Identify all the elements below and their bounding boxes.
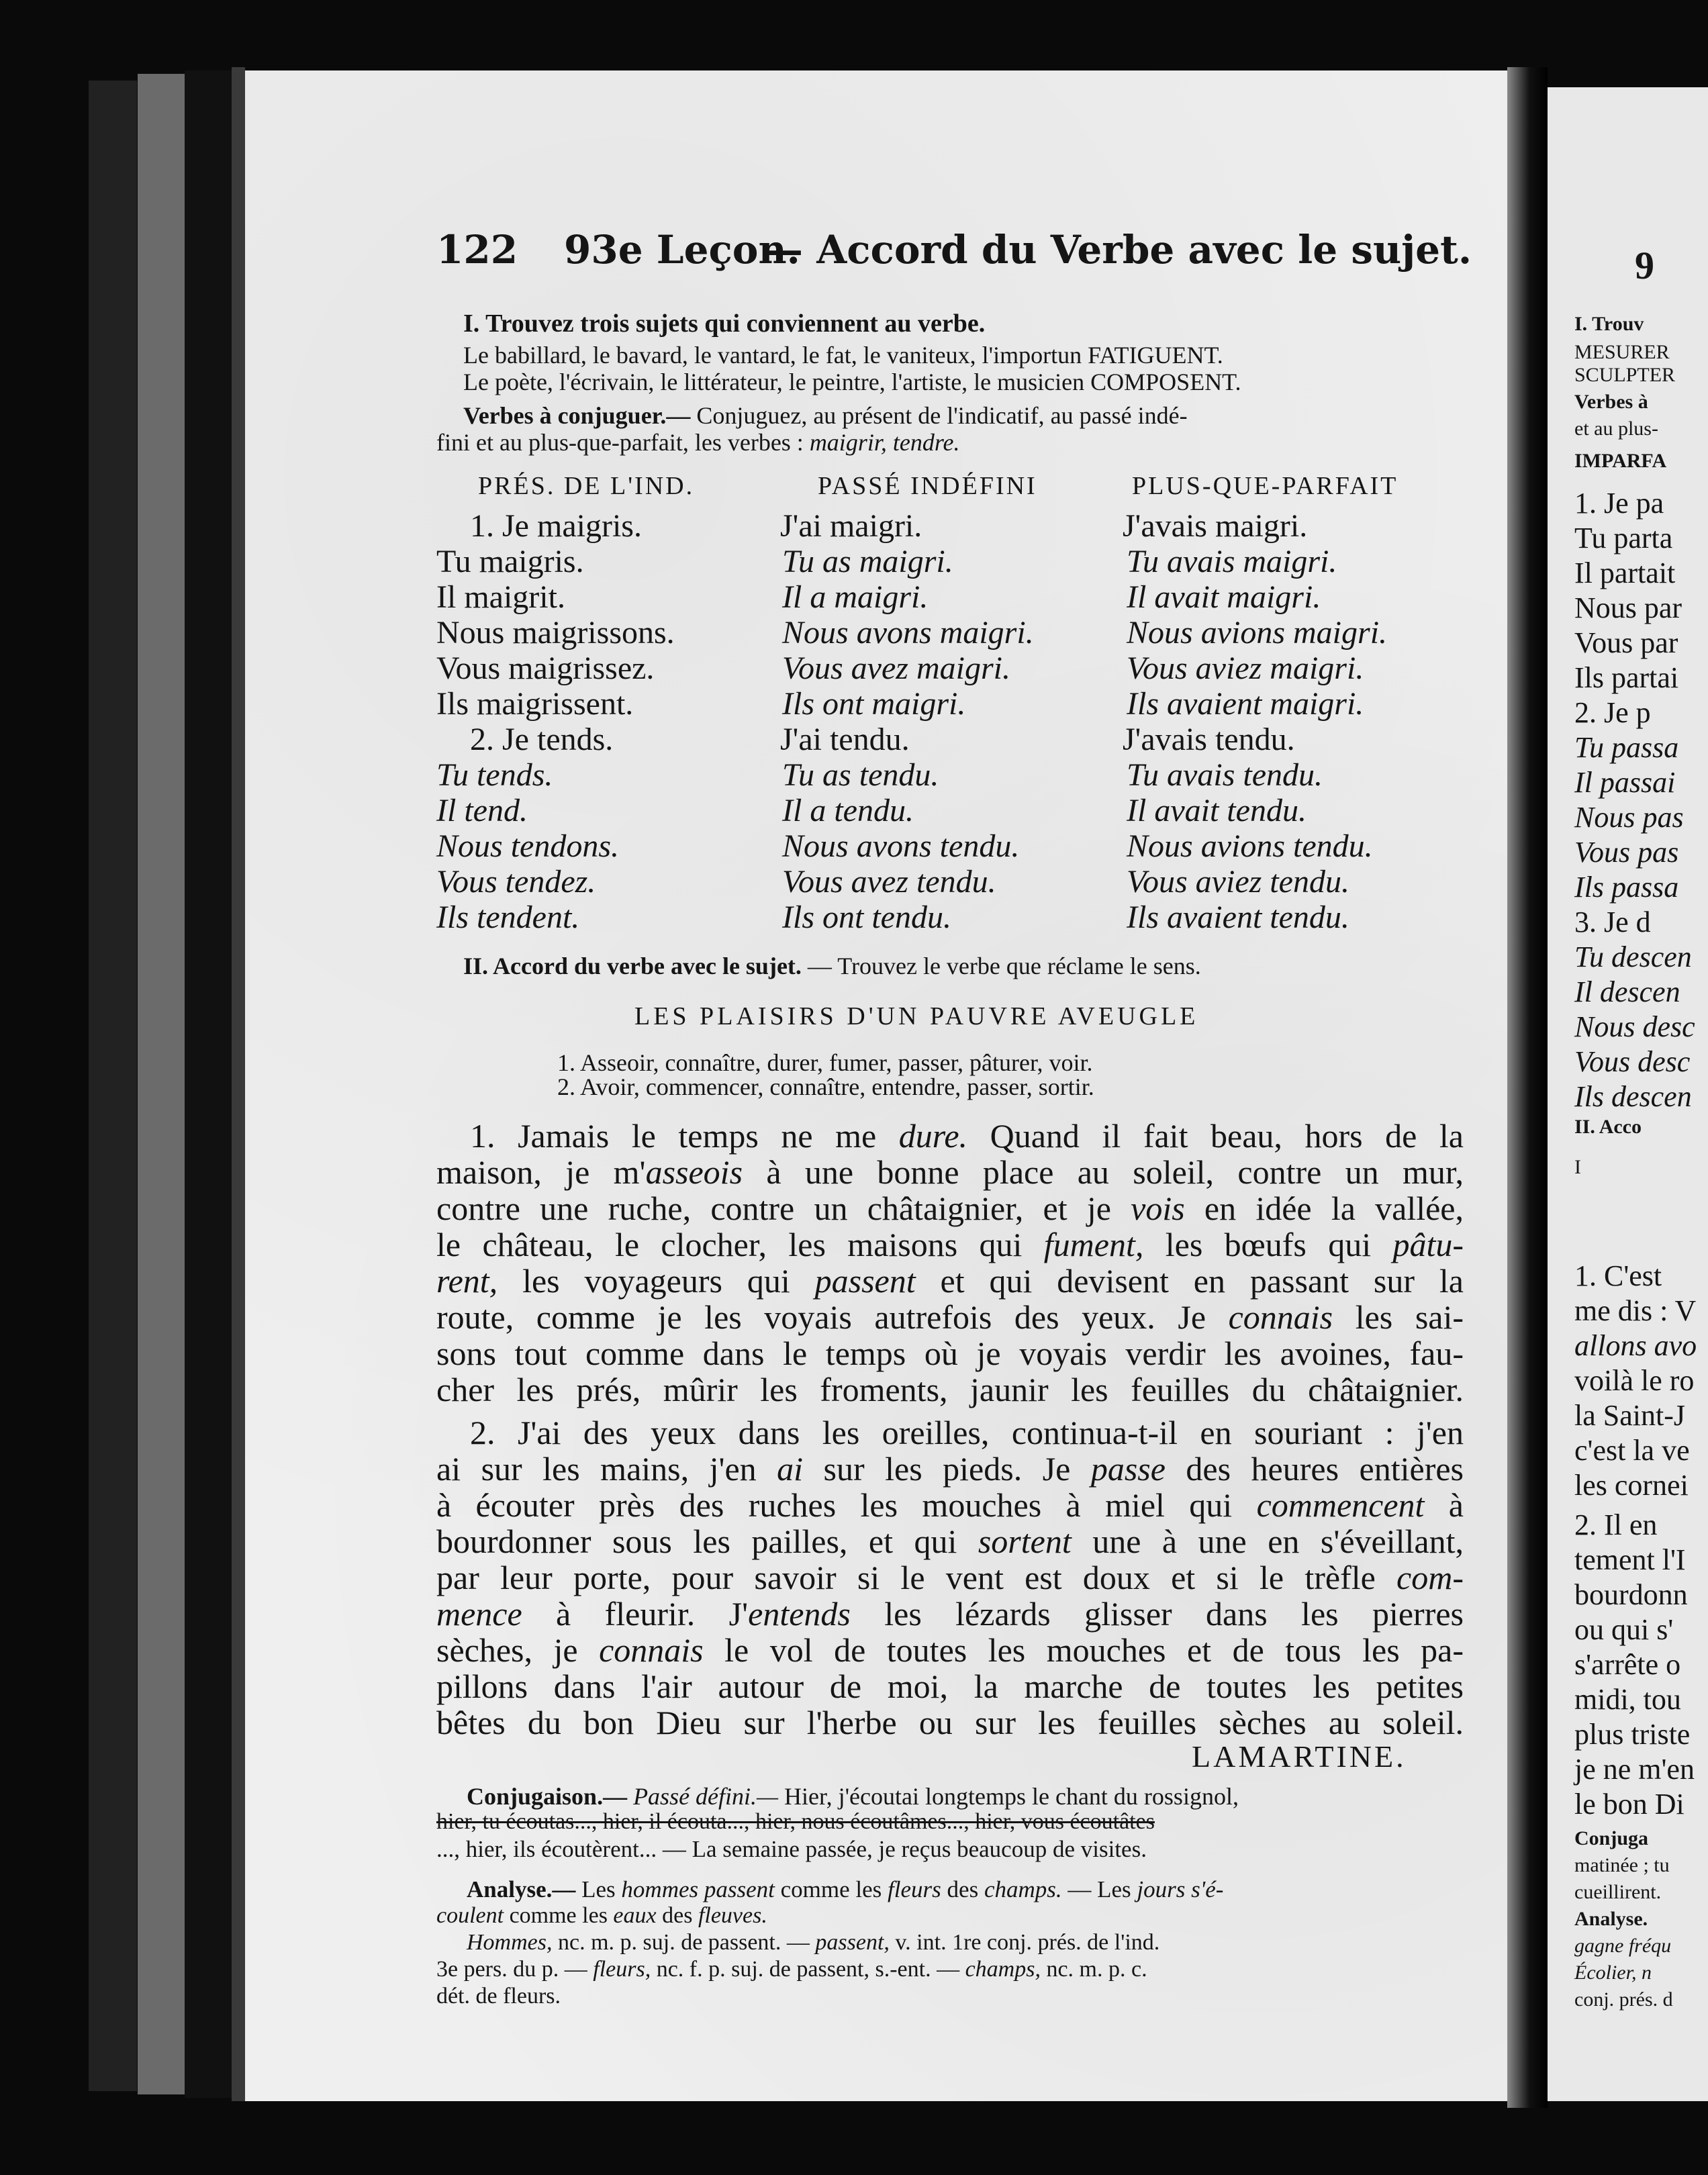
story-p2-line8: pillons dans l'air autour de moi, la marche de toutes les petites — [436, 1668, 1464, 1705]
verbes-line1 — [463, 401, 1188, 430]
conj-cell: Il tend. — [436, 793, 528, 828]
next-page-line: voilà le ro — [1574, 1364, 1695, 1397]
story-verbs1: 1. Asseoir, connaître, durer, fumer, passer, pâturer, voir. — [557, 1049, 1093, 1076]
next-page-line: Ils descen — [1574, 1080, 1692, 1113]
conj-cell: Il a tendu. — [782, 793, 914, 828]
next-page-line: matinée ; tu — [1574, 1854, 1670, 1876]
next-page-line: 2. Il en — [1574, 1508, 1658, 1541]
story-p1-line8: cher les prés, mûrir les froments, jaunir les feuilles du châtaignier. — [436, 1371, 1464, 1408]
conj-cell: Vous avez maigri. — [782, 650, 1010, 686]
conj-cell: Ils ont maigri. — [782, 686, 966, 722]
next-page-line: Vous par — [1574, 626, 1678, 659]
lesson-title: — Accord du Verbe avec le sujet. — [764, 227, 1472, 273]
conj-cell: Tu as tendu. — [782, 757, 939, 793]
next-page-line: c'est la ve — [1574, 1434, 1690, 1467]
verbes-label: Verbes à conjuguer.— — [463, 402, 691, 429]
next-page-line: Analyse. — [1574, 1908, 1648, 1930]
next-page-line: je ne m'en — [1574, 1753, 1695, 1786]
next-page-line: Nous desc — [1574, 1010, 1695, 1043]
next-page-line: 2. Je p — [1574, 696, 1651, 729]
next-page — [1548, 87, 1708, 2101]
col-header-pqp: PLUS-QUE-PARFAIT — [1132, 472, 1398, 500]
next-page-line: le bon Di — [1574, 1788, 1685, 1821]
exercise1-line1: Le babillard, le bavard, le vantard, le fat, le vaniteux, l'importun FATIGUENT. — [463, 342, 1223, 369]
page-gutter — [1507, 67, 1548, 2108]
conj-cell: Ils tendent. — [436, 900, 580, 935]
next-page-line: bourdonn — [1574, 1578, 1688, 1611]
next-page-line: Il partait — [1574, 557, 1676, 589]
story-p2-line7: sèches, je connais le vol de toutes les mouches et de tous les pa- — [436, 1631, 1464, 1669]
analyse-line1: Analyse.— Les hommes passent comme les fleurs des champs. — Les jours s'é- — [467, 1876, 1224, 1902]
conj-cell: Ils maigrissent. — [436, 686, 634, 722]
next-page-line: 1. Je pa — [1574, 487, 1664, 520]
conj-cell: Nous avions maigri. — [1127, 615, 1388, 650]
conj-cell: Ils avaient tendu. — [1127, 900, 1349, 935]
story-p1-line3: contre une ruche, contre un châtaignier, et je vois en idée la vallée, — [436, 1190, 1464, 1227]
story-p1-line5: rent, les voyageurs qui passent et qui devisent en passant sur la — [436, 1262, 1464, 1300]
story-p1-line6: route, comme je les voyais autrefois des yeux. Je connais les sai- — [436, 1298, 1464, 1336]
story-verbs2: 2. Avoir, commencer, connaître, entendre, passer, sortir. — [557, 1073, 1094, 1100]
next-page-line: Il descen — [1574, 975, 1680, 1008]
verbes-line2 — [436, 428, 959, 456]
next-page-line: plus triste — [1574, 1718, 1691, 1751]
next-page-line: Ils partai — [1574, 661, 1679, 694]
next-page-line: me dis : V — [1574, 1294, 1697, 1327]
conj-cell: Ils ont tendu. — [782, 900, 951, 935]
next-page-line: Vous pas — [1574, 836, 1679, 869]
next-page-line: les cornei — [1574, 1469, 1689, 1502]
book-spine-edge — [232, 67, 245, 2101]
next-page-line: Tu parta — [1574, 522, 1673, 554]
story-p1-line4: le château, le clocher, les maisons qui fument, les bœufs qui pâtu- — [436, 1226, 1464, 1263]
conj-cell: Nous avons maigri. — [782, 615, 1034, 650]
conj-cell: J'ai tendu. — [780, 722, 910, 757]
next-page-line: II. Acco — [1574, 1116, 1642, 1138]
story-p1-line7: sons tout comme dans le temps où je voyais verdir les avoines, fau- — [436, 1335, 1464, 1372]
next-page-line: la Saint-J — [1574, 1399, 1685, 1432]
conj-cell: Il avait maigri. — [1127, 579, 1321, 615]
conj-cell: Ils avaient maigri. — [1127, 686, 1364, 722]
next-page-line: Vous desc — [1574, 1045, 1691, 1078]
col-header-present: PRÉS. DE L'IND. — [478, 472, 695, 500]
verbes-text2: fini et au plus-que-parfait, les verbes : — [436, 429, 804, 456]
conj-cell: Vous aviez maigri. — [1127, 650, 1364, 686]
analyse-line4: 3e pers. du p. — fleurs, nc. f. p. suj. de passent, s.-ent. — champs, nc. m. p. c. — [436, 1957, 1147, 1982]
next-page-line: et au plus- — [1574, 418, 1658, 440]
story-p1-line1: 1. Jamais le temps ne me dure. Quand il fait beau, hors de la — [470, 1117, 1464, 1155]
conj-cell: Tu tends. — [436, 757, 553, 793]
next-page-line: MESURER — [1574, 341, 1670, 363]
verbes-text1: Conjuguez, au présent de l'indicatif, au passé indé- — [696, 402, 1188, 429]
next-page-line: allons avo — [1574, 1329, 1697, 1362]
next-page-line: IMPARFA — [1574, 450, 1667, 472]
conj-cell: Vous tendez. — [436, 864, 596, 900]
conj-cell: J'avais maigri. — [1123, 508, 1308, 544]
story-p2-line3: à écouter près des ruches les mouches à miel qui commencent à — [436, 1486, 1464, 1524]
conj-cell: Tu as maigri. — [782, 544, 953, 579]
book-spine-outer — [89, 81, 137, 2091]
conj-cell: Vous maigrissez. — [436, 650, 655, 686]
conj-cell: Il avait tendu. — [1127, 793, 1307, 828]
story-p1-line2: maison, je m'asseois à une bonne place au soleil, contre un mur, — [436, 1153, 1464, 1191]
conj-cell: J'avais tendu. — [1123, 722, 1295, 757]
book-spine-middle — [138, 74, 185, 2094]
conjugaison-line2: hier, tu écoutas..., hier, il écouta..., hier, nous écoutâmes..., hier, vous écoutâtes — [436, 1809, 1155, 1834]
story-p2-line1: 2. J'ai des yeux dans les oreilles, continua-t-il en souriant : j'en — [470, 1414, 1464, 1451]
next-page-line: I — [1574, 1156, 1581, 1178]
analyse-line2: coulent comme les eaux des fleuves. — [436, 1903, 767, 1928]
next-page-line: s'arrête o — [1574, 1648, 1681, 1681]
conj-cell: Nous tendons. — [436, 828, 620, 864]
lesson-number: 93e Leçon. — [564, 227, 800, 273]
next-page-line: Ils passa — [1574, 871, 1679, 904]
story-title: LES PLAISIRS D'UN PAUVRE AVEUGLE — [634, 1002, 1199, 1030]
next-page-line: Tu descen — [1574, 940, 1692, 973]
page-number: 122 — [436, 227, 518, 273]
exercise1-heading: I. Trouvez trois sujets qui conviennent au verbe. — [463, 309, 986, 338]
exercise2-text: — Trouvez le verbe que réclame le sens. — [807, 953, 1201, 979]
conj-cell: Tu avais tendu. — [1127, 757, 1323, 793]
verbes-verbs: maigrir, tendre. — [809, 429, 960, 456]
next-page-line: Tu passa — [1574, 731, 1679, 764]
exercise1-line2: Le poète, l'écrivain, le littérateur, le peintre, l'artiste, le musicien COMPOSENT. — [463, 369, 1241, 395]
conj-cell: 2. Je tends. — [470, 722, 614, 757]
next-page-line: ou qui s' — [1574, 1613, 1674, 1646]
conj-cell: Il maigrit. — [436, 579, 565, 615]
next-page-line: 9 — [1635, 244, 1654, 287]
exercise2-line — [463, 952, 1201, 980]
conj-cell: Nous avions tendu. — [1127, 828, 1373, 864]
conj-cell: Vous aviez tendu. — [1127, 864, 1349, 900]
conj-cell: Il a maigri. — [782, 579, 929, 615]
exercise2-label: II. Accord du verbe avec le sujet. — [463, 953, 802, 979]
next-page-line: Verbes à — [1574, 391, 1648, 413]
conjugaison-line1: Conjugaison.— Passé défini.— Hier, j'écoutai longtemps le chant du rossignol, — [467, 1783, 1239, 1810]
conj-cell: Tu avais maigri. — [1127, 544, 1337, 579]
next-page-line: Il passai — [1574, 766, 1676, 799]
next-page-line: 1. C'est — [1574, 1259, 1662, 1292]
conj-cell: Nous avons tendu. — [782, 828, 1020, 864]
next-page-line: Nous par — [1574, 591, 1682, 624]
next-page-line: Nous pas — [1574, 801, 1684, 834]
next-page-line: SCULPTER — [1574, 364, 1676, 386]
next-page-line: Conjuga — [1574, 1827, 1649, 1849]
next-page-line: cueillirent. — [1574, 1881, 1662, 1903]
story-author: LAMARTINE. — [1192, 1739, 1407, 1774]
story-p2-line9: bêtes du bon Dieu sur l'herbe ou sur les feuilles sèches au soleil. — [436, 1704, 1464, 1741]
next-page-line: gagne fréqu — [1574, 1935, 1672, 1957]
next-page-line: 3. Je d — [1574, 906, 1651, 938]
conj-cell: Tu maigris. — [436, 544, 584, 579]
analyse-line5: dét. de fleurs. — [436, 1984, 561, 2009]
analyse-line3: Hommes, nc. m. p. suj. de passent. — passent, v. int. 1re conj. prés. de l'ind. — [467, 1930, 1160, 1955]
col-header-passe: PASSÉ INDÉFINI — [818, 472, 1037, 500]
conj-cell: Nous maigrissons. — [436, 615, 675, 650]
conjugaison-line3: ..., hier, ils écoutèrent... — La semaine passée, je reçus beaucoup de visites. — [436, 1836, 1147, 1862]
conj-cell: J'ai maigri. — [780, 508, 922, 544]
next-page-line: Écolier, n — [1574, 1962, 1652, 1984]
next-page-line: midi, tou — [1574, 1683, 1681, 1716]
conj-cell: 1. Je maigris. — [470, 508, 642, 544]
conj-cell: Vous avez tendu. — [782, 864, 996, 900]
next-page-line: tement l'I — [1574, 1543, 1686, 1576]
story-p2-line6: mence à fleurir. J'entends les lézards glisser dans les pierres — [436, 1595, 1464, 1633]
story-p2-line2: ai sur les mains, j'en ai sur les pieds. Je passe des heures entières — [436, 1450, 1464, 1488]
story-p2-line5: par leur porte, pour savoir si le vent est doux et si le trèfle com- — [436, 1559, 1464, 1596]
story-p2-line4: bourdonner sous les pailles, et qui sortent une à une en s'éveillant, — [436, 1522, 1464, 1560]
next-page-line: I. Trouv — [1574, 313, 1644, 335]
next-page-line: conj. prés. d — [1574, 1988, 1673, 2011]
